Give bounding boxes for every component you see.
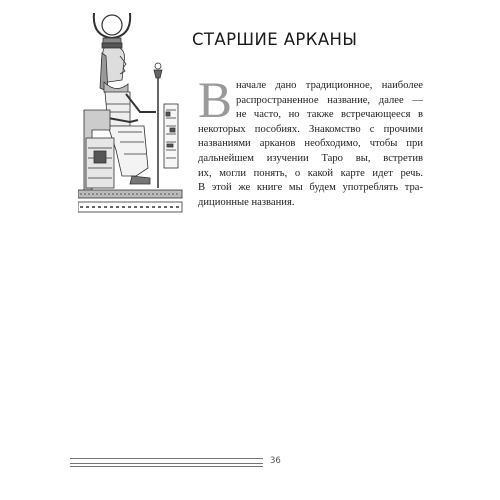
- footer-rule: [70, 458, 263, 459]
- text-line: названиями арканов необходимо, чтобы при: [198, 138, 423, 150]
- page-footer: [70, 456, 440, 468]
- text-line: начале дано традиционное, наиболее: [236, 80, 423, 91]
- chapter-title: [192, 30, 357, 49]
- footer-rule: [70, 463, 263, 464]
- text-line: их, могли понять, о какой карте идет речь.: [198, 167, 423, 179]
- text-line: некоторых пособиях. Знакомство с прочими: [198, 123, 423, 135]
- footer-rule: [70, 466, 263, 467]
- text-line: дальнейшем изучении Таро вы, встретив: [198, 152, 423, 164]
- text-line: диционные названия.: [198, 196, 295, 208]
- text-line: В этой же книге мы будем употреблять тра-: [198, 182, 423, 194]
- page-number: 36: [270, 456, 281, 466]
- text-line: не часто, но также встречающееся в: [236, 109, 423, 121]
- chapter-title-text: СТАРШИЕ АРКАНЫ: [192, 30, 358, 49]
- body-paragraph: [198, 73, 423, 210]
- drop-cap: В: [198, 73, 233, 129]
- text-line: распространенное название, далее —: [236, 94, 423, 106]
- egyptian-goddess-on-throne-icon: [78, 8, 188, 216]
